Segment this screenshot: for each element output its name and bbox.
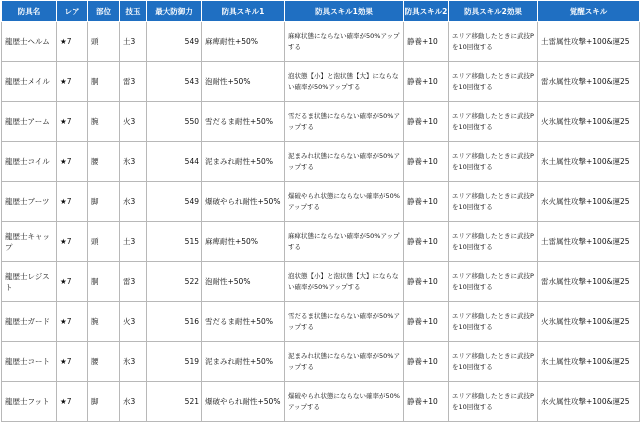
armor-name-cell: 龍歴士フット bbox=[2, 382, 57, 422]
awaken-skill-cell: 土雷属性攻撃+100&運25 bbox=[538, 22, 640, 62]
armor-name-cell: 龍歴士ヘルム bbox=[2, 22, 57, 62]
skill1-effect-cell: 麻痺状態にならない確率が50%アップする bbox=[285, 222, 404, 262]
table-row bbox=[2, 182, 640, 222]
skill1-effect-cell: 雪だるま状態にならない確率が50%アップする bbox=[285, 302, 404, 342]
skill1-cell: 泡耐性+50% bbox=[202, 62, 285, 102]
skill1-effect-cell: 爆破やられ状態にならない確率が50%アップする bbox=[285, 382, 404, 422]
header-armor-name: 防具名 bbox=[2, 1, 57, 22]
slot-gem-cell: 土3 bbox=[120, 22, 147, 62]
skill2-effect-cell: エリア移動したときに武技P を10回復する bbox=[449, 142, 538, 182]
armor-name-cell: 龍歴士レジスト bbox=[2, 262, 57, 302]
skill2-cell: 静養+10 bbox=[404, 22, 449, 62]
rarity-cell: ★7 bbox=[57, 342, 88, 382]
awaken-skill-cell: 雷水属性攻撃+100&運25 bbox=[538, 62, 640, 102]
skill2-effect-cell: エリア移動したときに武技P を10回復する bbox=[449, 22, 538, 62]
slot-gem-cell: 雷3 bbox=[120, 62, 147, 102]
max-defense-cell: 549 bbox=[147, 182, 202, 222]
skill2-cell: 静養+10 bbox=[404, 62, 449, 102]
skill2-effect-cell: エリア移動したときに武技P を10回復する bbox=[449, 262, 538, 302]
armor-name-cell: 龍歴士コート bbox=[2, 342, 57, 382]
skill1-effect-cell: 爆破やられ状態にならない確率が50%アップする bbox=[285, 182, 404, 222]
skill1-cell: 泥まみれ耐性+50% bbox=[202, 142, 285, 182]
max-defense-cell: 549 bbox=[147, 22, 202, 62]
armor-name-cell: 龍歴士メイル bbox=[2, 62, 57, 102]
part-cell: 胴 bbox=[88, 62, 120, 102]
part-cell: 脚 bbox=[88, 382, 120, 422]
table-row bbox=[2, 382, 640, 422]
skill2-effect-cell: エリア移動したときに武技P を10回復する bbox=[449, 382, 538, 422]
header-part: 部位 bbox=[88, 1, 120, 22]
header-rarity: レア bbox=[57, 1, 88, 22]
skill2-cell: 静養+10 bbox=[404, 342, 449, 382]
skill2-cell: 静養+10 bbox=[404, 382, 449, 422]
header-skill2-effect: 防具スキル2効果 bbox=[449, 1, 538, 22]
skill1-cell: 麻痺耐性+50% bbox=[202, 22, 285, 62]
skill2-effect-cell: エリア移動したときに武技P を10回復する bbox=[449, 302, 538, 342]
skill1-cell: 爆破やられ耐性+50% bbox=[202, 182, 285, 222]
table-row bbox=[2, 342, 640, 382]
max-defense-cell: 544 bbox=[147, 142, 202, 182]
header-awaken-skill: 覚醒スキル bbox=[538, 1, 640, 22]
rarity-cell: ★7 bbox=[57, 382, 88, 422]
rarity-cell: ★7 bbox=[57, 262, 88, 302]
armor-table bbox=[1, 0, 640, 422]
skill1-cell: 泥まみれ耐性+50% bbox=[202, 342, 285, 382]
skill1-cell: 雪だるま耐性+50% bbox=[202, 102, 285, 142]
skill2-effect-cell: エリア移動したときに武技P を10回復する bbox=[449, 102, 538, 142]
skill2-effect-cell: エリア移動したときに武技P を10回復する bbox=[449, 62, 538, 102]
slot-gem-cell: 氷3 bbox=[120, 142, 147, 182]
awaken-skill-cell: 雷水属性攻撃+100&運25 bbox=[538, 262, 640, 302]
awaken-skill-cell: 水火属性攻撃+100&運25 bbox=[538, 382, 640, 422]
skill1-cell: 雪だるま耐性+50% bbox=[202, 302, 285, 342]
table-row bbox=[2, 62, 640, 102]
rarity-cell: ★7 bbox=[57, 222, 88, 262]
slot-gem-cell: 水3 bbox=[120, 382, 147, 422]
header-slot-gem: 技玉 bbox=[120, 1, 147, 22]
header-row bbox=[2, 1, 640, 22]
rarity-cell: ★7 bbox=[57, 102, 88, 142]
rarity-cell: ★7 bbox=[57, 62, 88, 102]
table-row bbox=[2, 262, 640, 302]
skill2-effect-cell: エリア移動したときに武技P を10回復する bbox=[449, 342, 538, 382]
table-row bbox=[2, 22, 640, 62]
armor-name-cell: 龍歴士コイル bbox=[2, 142, 57, 182]
armor-name-cell: 龍歴士ガード bbox=[2, 302, 57, 342]
skill1-cell: 泡耐性+50% bbox=[202, 262, 285, 302]
max-defense-cell: 519 bbox=[147, 342, 202, 382]
header-max-defense: 最大防御力 bbox=[147, 1, 202, 22]
awaken-skill-cell: 水火属性攻撃+100&運25 bbox=[538, 182, 640, 222]
header-skill1-effect: 防具スキル1効果 bbox=[285, 1, 404, 22]
skill1-effect-cell: 泡状態【小】と泡状態【大】にならない確率が50%アップする bbox=[285, 262, 404, 302]
skill1-effect-cell: 雪だるま状態にならない確率が50%アップする bbox=[285, 102, 404, 142]
rarity-cell: ★7 bbox=[57, 22, 88, 62]
awaken-skill-cell: 氷土属性攻撃+100&運25 bbox=[538, 142, 640, 182]
skill1-cell: 麻痺耐性+50% bbox=[202, 222, 285, 262]
max-defense-cell: 543 bbox=[147, 62, 202, 102]
part-cell: 腕 bbox=[88, 102, 120, 142]
part-cell: 頭 bbox=[88, 222, 120, 262]
header-skill1: 防具スキル1 bbox=[202, 1, 285, 22]
max-defense-cell: 516 bbox=[147, 302, 202, 342]
part-cell: 腕 bbox=[88, 302, 120, 342]
slot-gem-cell: 水3 bbox=[120, 182, 147, 222]
skill2-cell: 静養+10 bbox=[404, 142, 449, 182]
skill2-effect-cell: エリア移動したときに武技P を10回復する bbox=[449, 182, 538, 222]
max-defense-cell: 521 bbox=[147, 382, 202, 422]
armor-name-cell: 龍歴士アーム bbox=[2, 102, 57, 142]
rarity-cell: ★7 bbox=[57, 302, 88, 342]
awaken-skill-cell: 土雷属性攻撃+100&運25 bbox=[538, 222, 640, 262]
skill2-cell: 静養+10 bbox=[404, 102, 449, 142]
header-skill2: 防具スキル2 bbox=[404, 1, 449, 22]
slot-gem-cell: 雷3 bbox=[120, 262, 147, 302]
awaken-skill-cell: 火氷属性攻撃+100&運25 bbox=[538, 102, 640, 142]
part-cell: 胴 bbox=[88, 262, 120, 302]
skill1-effect-cell: 泥まみれ状態にならない確率が50%アップする bbox=[285, 342, 404, 382]
part-cell: 腰 bbox=[88, 342, 120, 382]
rarity-cell: ★7 bbox=[57, 182, 88, 222]
skill2-cell: 静養+10 bbox=[404, 262, 449, 302]
skill1-effect-cell: 麻痺状態にならない確率が50%アップする bbox=[285, 22, 404, 62]
max-defense-cell: 550 bbox=[147, 102, 202, 142]
skill2-cell: 静養+10 bbox=[404, 182, 449, 222]
skill1-effect-cell: 泥まみれ状態にならない確率が50%アップする bbox=[285, 142, 404, 182]
awaken-skill-cell: 火氷属性攻撃+100&運25 bbox=[538, 302, 640, 342]
max-defense-cell: 522 bbox=[147, 262, 202, 302]
table-row bbox=[2, 222, 640, 262]
part-cell: 腰 bbox=[88, 142, 120, 182]
table-row bbox=[2, 102, 640, 142]
rarity-cell: ★7 bbox=[57, 142, 88, 182]
armor-name-cell: 龍歴士キャップ bbox=[2, 222, 57, 262]
part-cell: 脚 bbox=[88, 182, 120, 222]
armor-name-cell: 龍歴士ブーツ bbox=[2, 182, 57, 222]
skill1-cell: 爆破やられ耐性+50% bbox=[202, 382, 285, 422]
table-row bbox=[2, 302, 640, 342]
skill2-effect-cell: エリア移動したときに武技P を10回復する bbox=[449, 222, 538, 262]
skill1-effect-cell: 泡状態【小】と泡状態【大】にならない確率が50%アップする bbox=[285, 62, 404, 102]
max-defense-cell: 515 bbox=[147, 222, 202, 262]
part-cell: 頭 bbox=[88, 22, 120, 62]
table-row bbox=[2, 142, 640, 182]
slot-gem-cell: 火3 bbox=[120, 302, 147, 342]
awaken-skill-cell: 氷土属性攻撃+100&運25 bbox=[538, 342, 640, 382]
skill2-cell: 静養+10 bbox=[404, 222, 449, 262]
slot-gem-cell: 氷3 bbox=[120, 342, 147, 382]
slot-gem-cell: 土3 bbox=[120, 222, 147, 262]
skill2-cell: 静養+10 bbox=[404, 302, 449, 342]
slot-gem-cell: 火3 bbox=[120, 102, 147, 142]
